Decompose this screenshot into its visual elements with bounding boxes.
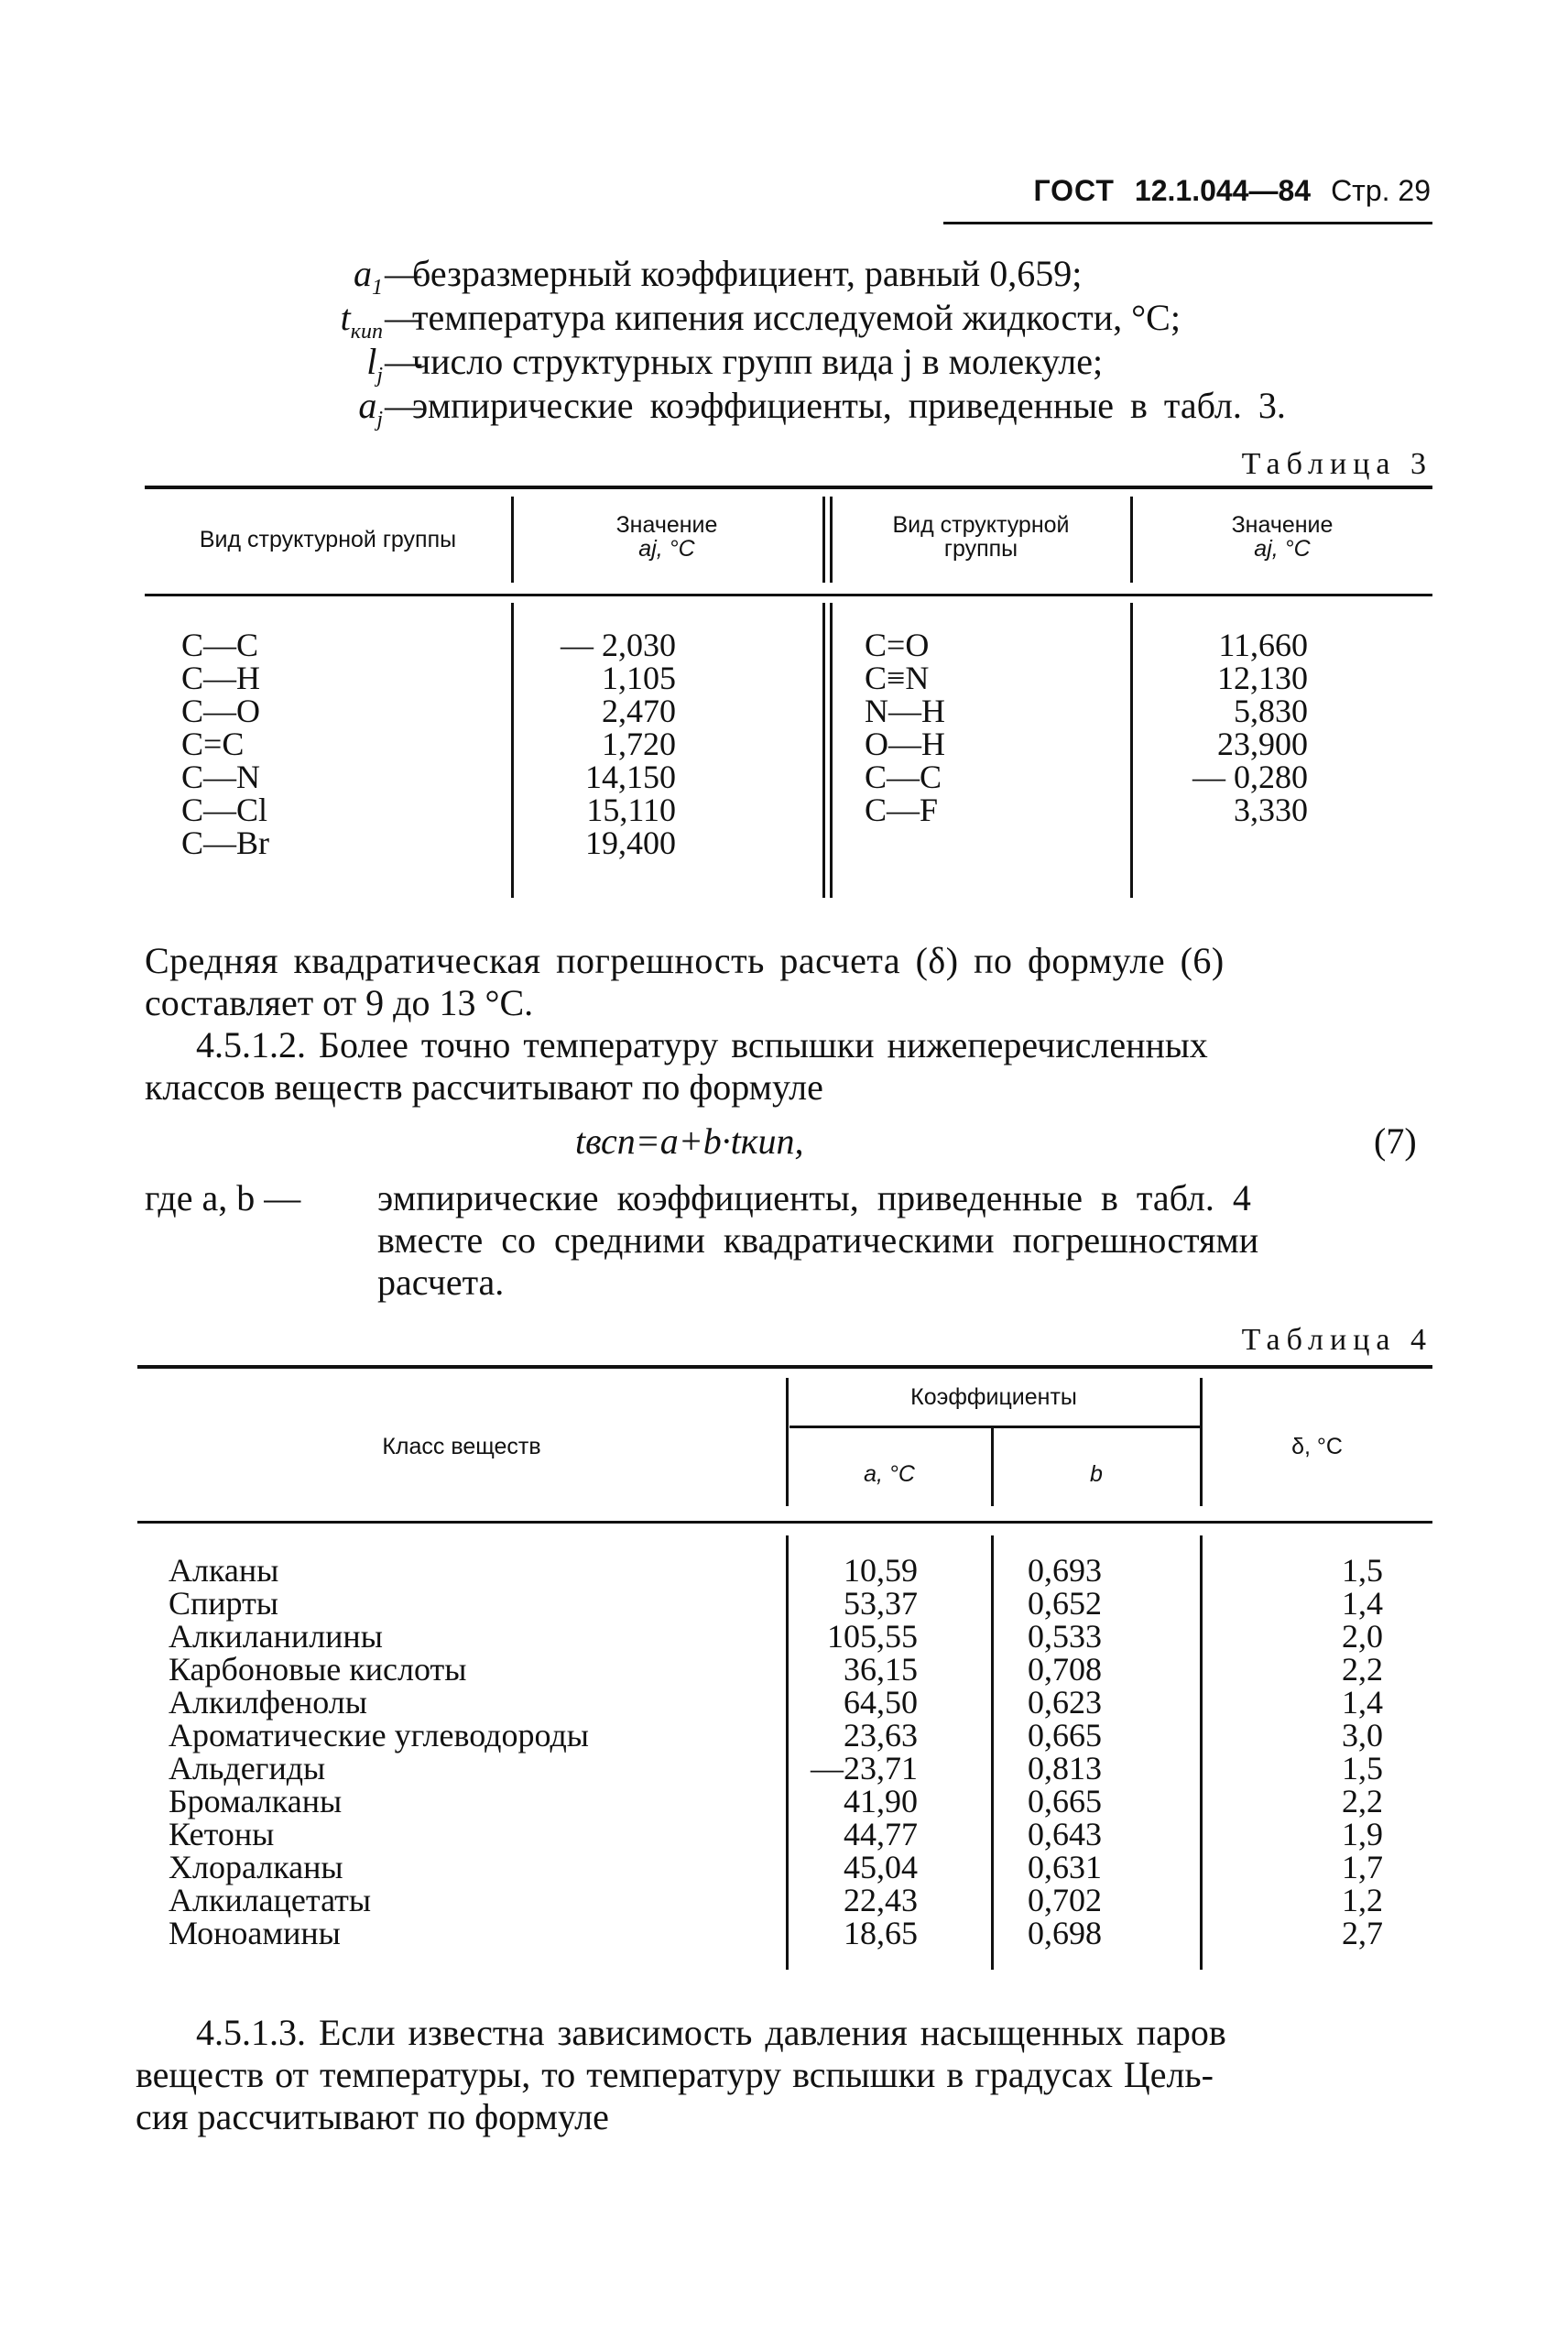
table4-row-class: Альдегиды: [169, 1750, 326, 1786]
where-line3: расчета.: [377, 1262, 505, 1303]
table4-header-rule: [137, 1521, 1432, 1524]
paragraph-4512-line1: 4.5.1.2. Более точно температуру вспышки нижеперечисленных: [196, 1024, 1208, 1065]
table4-row-class: Алкилацетаты: [169, 1882, 372, 1918]
definition-a1: $a_1$ — безразмерный коэффициент, равный 0,659;: [354, 253, 1083, 300]
paragraph-4512-line2: классов веществ рассчитывают по формуле: [145, 1066, 823, 1108]
table4-row-class: Карбоновые кислоты: [169, 1651, 467, 1688]
table3-header-group-2: Вид структурной группы: [892, 512, 1070, 563]
table3-values-right-b: — 0,280 3,330: [1192, 759, 1308, 828]
definition-text: безразмерный коэффициент, равный 0,659;: [412, 253, 1083, 294]
table4-row-class: Хлоралканы: [169, 1849, 343, 1885]
definition-tkip: $t_{кип}$ — температура кипения исследуемой жидкости, °С;: [340, 297, 1181, 344]
table4-coeff-rule: [789, 1426, 1200, 1428]
paragraph-accuracy-line2: составляет от 9 до 13 °С.: [145, 982, 534, 1023]
table4-a-values: 10,59 53,37 105,55 36,15 64,50 23,63 —23,71 41,90 44,77 45,04 22,43 18,65: [811, 1552, 918, 1951]
where-line1: эмпирические коэффициенты, приведенные в табл. 4: [377, 1177, 1251, 1218]
table3-values-left-a: — 2,030 1,105 2,470 1,720: [561, 627, 676, 762]
table4-row-class: Бромалканы: [169, 1783, 343, 1819]
table3: [145, 486, 1432, 898]
table3-groups-left-a: C—C C—H C—O C=C: [181, 627, 261, 762]
table4-delta-values: 1,5 1,4 2,0 2,2 1,4 3,0 1,5 2,2 1,9 1,7 1,2 2,7: [1342, 1552, 1383, 1951]
table3-header-value-2: Значение aj, °С: [1231, 512, 1334, 563]
table4-header-delta: δ, °С: [1291, 1434, 1343, 1459]
table3-caption: Таблица 3: [1241, 447, 1432, 481]
table4-row-class: Алканы: [169, 1552, 279, 1589]
table3-groups-right-b: C—C C—F: [865, 759, 942, 828]
table3-groups-right-a: C=O C≡N N—H O—H: [865, 627, 945, 762]
table3-values-left-b: 14,150 15,110 19,400: [585, 759, 676, 861]
table3-header-group: Вид структурной группы: [199, 527, 457, 552]
paragraph-4513-line3: сия рассчитывают по формуле: [136, 2096, 609, 2137]
table3-header-rule: [145, 594, 1432, 596]
page-header: [1033, 174, 1431, 208]
table4-caption: Таблица 4: [1241, 1323, 1432, 1357]
definition-aj: $a_j$ — эмпирические коэффициенты, приведенные в табл. 3.: [358, 385, 1286, 432]
formula-7-number: (7): [1374, 1120, 1417, 1162]
table3-top-rule: [145, 486, 1432, 489]
table4-row-class: Спирты: [169, 1585, 278, 1622]
table3-groups-left-b: C—N C—Cl C—Br: [181, 759, 270, 861]
table4: [137, 1365, 1432, 1970]
table4-header-a: a, °С: [864, 1461, 915, 1487]
table4-row-class: Алкиланилины: [169, 1618, 383, 1655]
table3-values-right-a: 11,660 12,130 5,830 23,900: [1217, 627, 1308, 762]
header-rule: [943, 222, 1432, 224]
table3-header-value: Значение aj, °С: [615, 512, 718, 563]
table4-row-class: Алкилфенолы: [169, 1684, 367, 1721]
header-gost: ГОСТ: [1033, 174, 1115, 207]
table4-row-class: Кетоны: [169, 1816, 275, 1852]
table4-header-class: Класс веществ: [382, 1434, 541, 1459]
formula-7: tвсп=a+b·tкип,: [575, 1120, 804, 1162]
header-page-number: Стр. 29: [1331, 174, 1431, 207]
definition-text: число структурных групп вида j в молекуле;: [412, 341, 1104, 382]
table4-row-class: Моноамины: [169, 1915, 341, 1951]
where-prefix: где a, b —: [145, 1177, 301, 1218]
paragraph-accuracy-line1: Средняя квадратическая погрешность расчета (δ) по формуле (6): [145, 940, 1225, 981]
table4-b-values: 0,693 0,652 0,533 0,708 0,623 0,665 0,813 0,665 0,643 0,631 0,702 0,698: [1028, 1552, 1102, 1951]
table4-header-coefficients: Коэффициенты: [910, 1384, 1077, 1410]
definition-text: эмпирические коэффициенты, приведенные в табл. 3.: [412, 385, 1286, 426]
table4-row-class: Ароматические углеводороды: [169, 1717, 589, 1753]
where-line2: вместе со средними квадратическими погрешностями: [377, 1219, 1259, 1261]
table4-top-rule: [137, 1365, 1432, 1369]
table4-classes: [169, 1554, 589, 1950]
table4-header-b: b: [1090, 1461, 1103, 1487]
paragraph-4513-line2: веществ от температуры, то температуру вспышки в градусах Цель-: [136, 2054, 1214, 2095]
header-standard-number: 12.1.044—84: [1134, 174, 1312, 207]
definition-lj: $l_j$ — число структурных групп вида j в молекуле;: [366, 341, 1104, 388]
definition-text: температура кипения исследуемой жидкости, °С;: [412, 297, 1181, 338]
paragraph-4513-line1: 4.5.1.3. Если известна зависимость давления насыщенных паров: [196, 2012, 1226, 2053]
